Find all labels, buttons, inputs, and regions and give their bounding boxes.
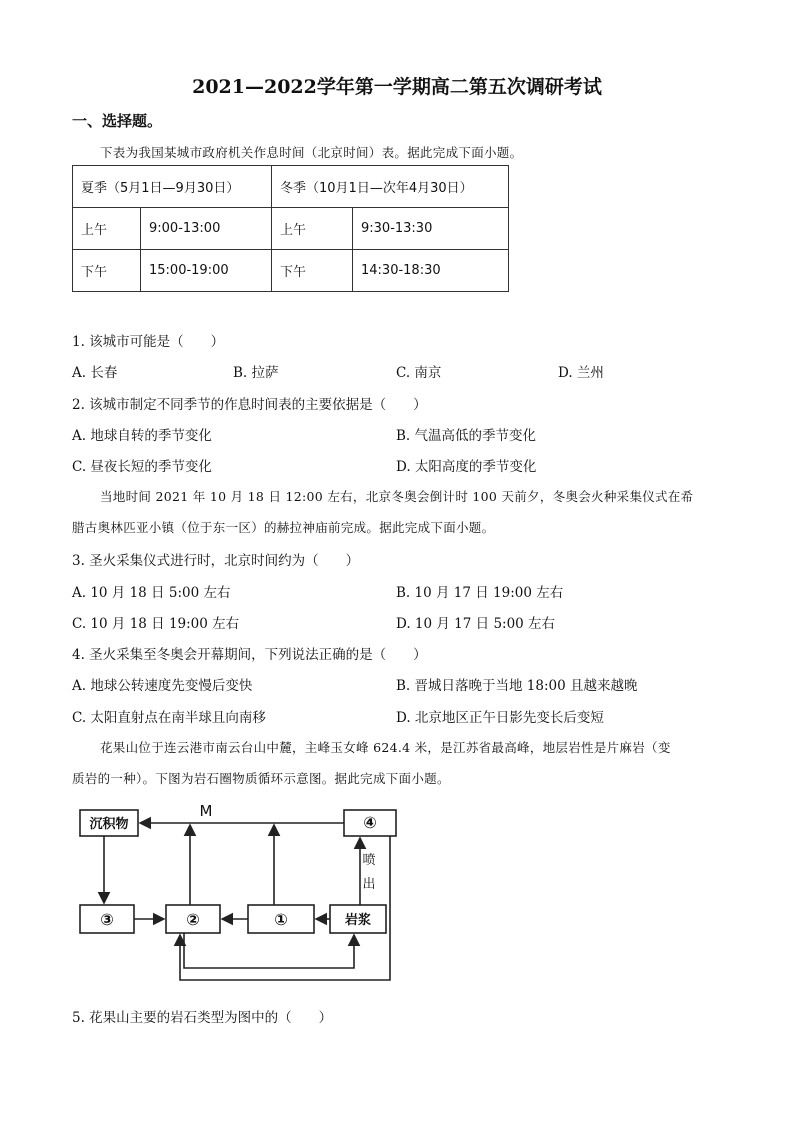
- q3-option-a[interactable]: A. 10 月 18 日 5:00 左右: [72, 585, 231, 601]
- eruption-label-1: 喷: [362, 853, 376, 868]
- intro-text-3-line-2: 质岩的一种）。下图为岩石圈物质循环示意图。据此完成下面小题。: [72, 771, 450, 786]
- q3-option-d[interactable]: D. 10 月 17 日 5:00 左右: [396, 616, 556, 632]
- section-heading: 一、选择题。: [72, 112, 163, 130]
- question-3-stem: 3. 圣火采集仪式进行时，北京时间约为（ ）: [72, 553, 360, 569]
- intro-text-2-line-1: 当地时间 2021 年 10 月 18 日 12:00 左右，北京冬奥会倒计时 100 天前夕，冬奥会火种采集仪式在希: [100, 489, 694, 504]
- magma-label: 岩浆: [344, 913, 372, 928]
- rock-cycle-diagram: [72, 798, 412, 988]
- table-cell: 上午: [73, 208, 141, 250]
- intro-text-1: 下表为我国某城市政府机关作息时间（北京时间）表。据此完成下面小题。: [100, 145, 523, 160]
- table-row: [73, 250, 509, 292]
- q4-option-c[interactable]: C. 太阳直射点在南半球且向南移: [72, 710, 266, 726]
- q2-option-c[interactable]: C. 昼夜长短的季节变化: [72, 459, 212, 475]
- box-2-label: ②: [186, 910, 200, 929]
- m-label: M: [199, 802, 213, 820]
- winter-header: 冬季（10月1日—次年4月30日）: [272, 166, 509, 208]
- q2-option-b[interactable]: B. 气温高低的季节变化: [396, 428, 537, 444]
- sediment-label: 沉积物: [89, 817, 129, 832]
- q3-option-c[interactable]: C. 10 月 18 日 19:00 左右: [72, 616, 240, 632]
- q1-option-a[interactable]: A. 长春: [72, 365, 118, 381]
- box-4-label: ④: [363, 813, 377, 832]
- q4-option-a[interactable]: A. 地球公转速度先变慢后变快: [72, 678, 253, 694]
- q1-option-d[interactable]: D. 兰州: [558, 365, 604, 381]
- q3-option-b[interactable]: B. 10 月 17 日 19:00 左右: [396, 585, 564, 601]
- table-cell: 9:30-13:30: [353, 208, 509, 250]
- schedule-table: [72, 165, 509, 292]
- table-cell: 14:30-18:30: [353, 250, 509, 292]
- question-5-stem: 5. 花果山主要的岩石类型为图中的（ ）: [72, 1010, 333, 1026]
- box-1-label: ①: [274, 910, 288, 929]
- arrow-4-to-2: [180, 836, 390, 980]
- question-2-stem: 2. 该城市制定不同季节的作息时间表的主要依据是（ ）: [72, 397, 427, 413]
- table-cell: 上午: [272, 208, 353, 250]
- q2-option-a[interactable]: A. 地球自转的季节变化: [72, 428, 212, 444]
- q4-option-b[interactable]: B. 晋城日落晚于当地 18:00 且越来越晚: [396, 678, 638, 694]
- eruption-label-2: 出: [362, 877, 376, 892]
- table-row: [73, 208, 509, 250]
- table-cell: 下午: [73, 250, 141, 292]
- q4-option-d[interactable]: D. 北京地区正午日影先变长后变短: [396, 710, 604, 726]
- q1-option-c[interactable]: C. 南京: [396, 365, 442, 381]
- intro-text-2-line-2: 腊古奥林匹亚小镇（位于东一区）的赫拉神庙前完成。据此完成下面小题。: [72, 520, 495, 535]
- table-cell: 15:00-19:00: [141, 250, 272, 292]
- intro-text-3-line-1: 花果山位于连云港市南云台山中麓，主峰玉女峰 624.4 米，是江苏省最高峰，地层岩性是片麻岩（变: [100, 740, 671, 755]
- summer-header: 夏季（5月1日—9月30日）: [73, 166, 272, 208]
- arrow-2-to-magma: [184, 933, 354, 968]
- question-1-stem: 1. 该城市可能是（ ）: [72, 334, 225, 350]
- table-cell: 下午: [272, 250, 353, 292]
- box-3-label: ③: [100, 910, 114, 929]
- page-title: 2021—2022学年第一学期高二第五次调研考试: [192, 76, 602, 98]
- q2-option-d[interactable]: D. 太阳高度的季节变化: [396, 459, 537, 475]
- table-cell: 9:00-13:00: [141, 208, 272, 250]
- question-4-stem: 4. 圣火采集至冬奥会开幕期间，下列说法正确的是（ ）: [72, 647, 427, 663]
- q1-option-b[interactable]: B. 拉萨: [233, 365, 279, 381]
- table-header-row: [73, 166, 509, 208]
